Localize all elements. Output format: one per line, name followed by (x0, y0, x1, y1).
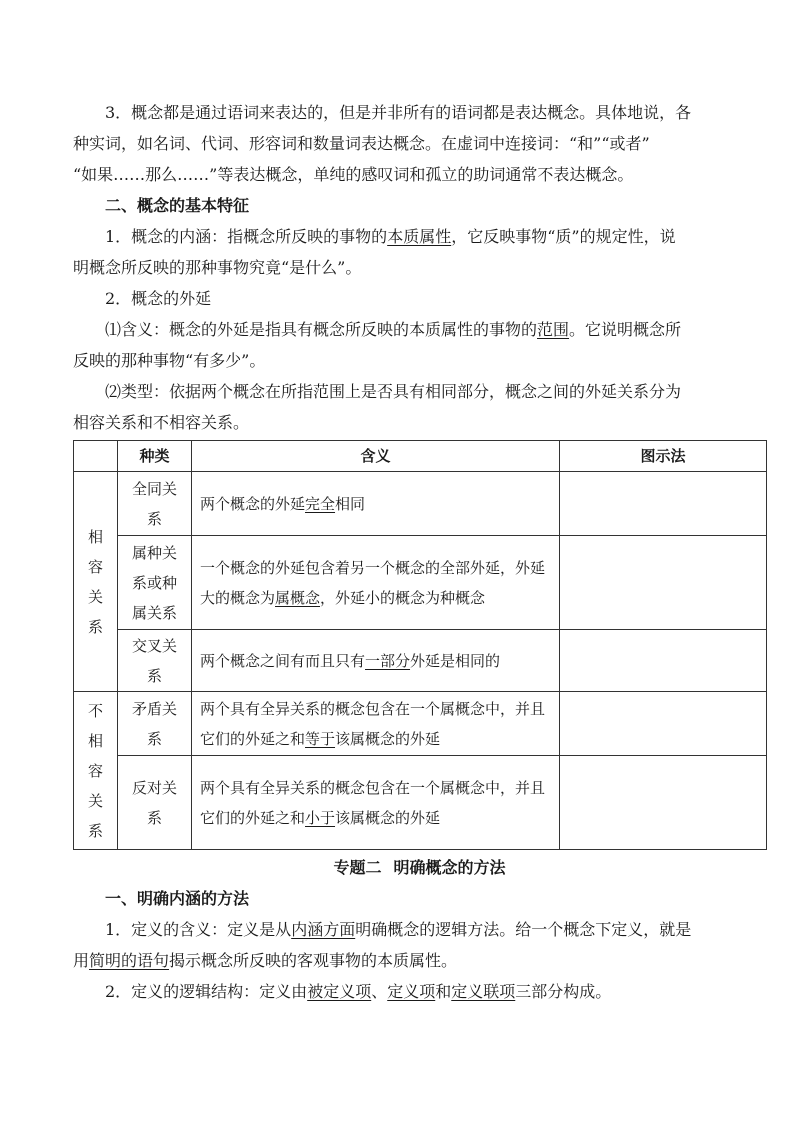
text: 用 (73, 951, 90, 970)
diagram-cell (560, 472, 767, 536)
text: 两个具有全异关系的概念包含在一个属概念中，并且它们的外延之和 (200, 778, 546, 827)
diagram-cell (560, 630, 767, 692)
header-meaning: 含义 (192, 441, 560, 472)
kind-cell (118, 692, 192, 756)
underlined-term: 被定义项 (307, 982, 372, 1001)
paragraph-line: “如果……那么……”等表达概念，单纯的感叹词和孤立的助词通常不表达概念。 (73, 165, 634, 184)
intension-item-cont: 明概念所反映的那种事物究竟“是什么”。 (73, 258, 362, 277)
definition-meaning-cont (73, 945, 721, 976)
text: 。它说明概念所 (569, 320, 682, 339)
diagram-cell (560, 756, 767, 850)
diagram-cell (560, 692, 767, 756)
text: 该属概念的外延 (335, 808, 441, 827)
text: 外延是相同的 (410, 651, 501, 670)
underlined-term: 内涵方面 (291, 920, 356, 939)
kind-label: 矛盾关 系 (131, 699, 177, 748)
concept-expression-paragraph (73, 97, 721, 190)
group-compatible (74, 472, 118, 692)
extension-meaning (73, 314, 721, 345)
text: 和 (435, 982, 452, 1001)
table-row (74, 536, 767, 630)
group-incompatible (74, 692, 118, 850)
meaning-cell (192, 536, 560, 630)
table-row (74, 630, 767, 692)
text: ，外延小的概念为种概念 (320, 588, 486, 607)
header-diagram: 图示法 (560, 441, 767, 472)
text: 明确概念的逻辑方法。给一个概念下定义，就是 (355, 920, 692, 939)
concept-features-section (73, 190, 721, 438)
text: 该属概念的外延 (335, 729, 441, 748)
kind-cell (118, 472, 192, 536)
header-blank (74, 441, 118, 472)
text: 一个概念的外延包含着另一个概念的全部外延，外延大的概念为 (200, 558, 546, 607)
underlined-term: 范围 (537, 320, 570, 339)
group-label: 相 容 关 系 (87, 527, 103, 636)
extension-meaning-cont: 反映的那种事物“有多少”。 (73, 351, 266, 370)
section-heading: 一、明确内涵的方法 (105, 889, 250, 908)
underlined-term: 小于 (305, 808, 336, 827)
underlined-term: 一部分 (365, 651, 411, 670)
meaning-cell (192, 692, 560, 756)
diagram-cell (560, 536, 767, 630)
underlined-term: 定义项 (387, 982, 436, 1001)
header-kind: 种类 (118, 441, 192, 472)
paragraph-line: 种实词，如名词、代词、形容词和数量词表达概念。在虚词中连接词：“和”“或者” (73, 134, 650, 153)
extension-types-cont: 相容关系和不相容关系。 (73, 413, 250, 432)
section-heading: 二、概念的基本特征 (105, 196, 250, 215)
table-header-row (74, 441, 767, 472)
text: 、 (371, 982, 388, 1001)
text: 揭示概念所反映的客观事物的本质属性。 (169, 951, 458, 970)
kind-cell (118, 756, 192, 850)
extension-item: 2．概念的外延 (105, 289, 212, 308)
topic-number: 专题二 (333, 858, 382, 877)
kind-cell (118, 536, 192, 630)
definition-meaning (73, 914, 721, 945)
underlined-term: 属概念 (275, 588, 321, 607)
clarify-concept-section (73, 852, 766, 1007)
paragraph-line: 3．概念都是通过语词来表达的，但是并非所有的语词都是表达概念。具体地说，各 (105, 103, 692, 122)
underlined-term: 本质属性 (387, 227, 452, 246)
kind-cell (118, 630, 192, 692)
text: 三部分构成。 (515, 982, 612, 1001)
topic-name: 明确概念的方法 (393, 858, 506, 877)
extension-types: ⑵类型：依据两个概念在所指范围上是否具有相同部分，概念之间的外延关系分为 (105, 382, 682, 401)
table-row (74, 756, 767, 850)
table-row (74, 692, 767, 756)
text: 两个概念的外延 (200, 494, 306, 513)
underlined-term: 定义联项 (451, 982, 516, 1001)
kind-label: 全同关 系 (131, 479, 177, 528)
extension-relations-table (73, 440, 767, 850)
clarify-body (73, 883, 721, 1007)
kind-label: 属种关 系或种 属关系 (131, 543, 177, 622)
text: ⑴含义：概念的外延是指具有概念所反映的本质属性的事物的 (105, 320, 538, 339)
meaning-cell (192, 630, 560, 692)
underlined-term: 简明的语句 (89, 951, 170, 970)
meaning-cell (192, 472, 560, 536)
text: 两个具有全异关系的概念包含在一个属概念中，并且它们的外延之和 (200, 699, 546, 748)
group-label: 不 相 容 关 系 (87, 701, 103, 840)
topic-title (73, 852, 766, 883)
underlined-term: 完全 (305, 494, 336, 513)
text: 相同 (335, 494, 366, 513)
text: 两个概念之间有而且只有 (200, 651, 366, 670)
text: ，它反映事物“质”的规定性，说 (451, 227, 676, 246)
text: 2．定义的逻辑结构：定义由 (105, 982, 308, 1001)
definition-structure (73, 976, 721, 1007)
underlined-term: 等于 (305, 729, 336, 748)
table-row (74, 472, 767, 536)
text: 1．概念的内涵：指概念所反映的事物的 (105, 227, 388, 246)
meaning-cell (192, 756, 560, 850)
intension-item (73, 221, 721, 252)
kind-label: 反对关 系 (131, 778, 177, 827)
text: 1．定义的含义：定义是从 (105, 920, 292, 939)
kind-label: 交叉关 系 (131, 636, 177, 685)
